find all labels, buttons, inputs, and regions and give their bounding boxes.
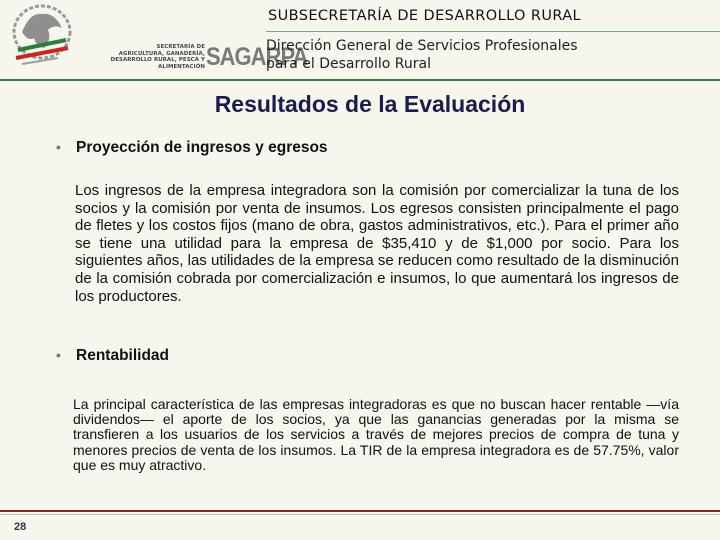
footer-rule-secondary bbox=[0, 514, 720, 515]
direccion-line-1: Dirección General de Servicios Profesionales bbox=[266, 38, 578, 54]
section-heading-rentabilidad bbox=[56, 347, 169, 365]
bullet-icon: • bbox=[56, 139, 61, 155]
slide-header bbox=[0, 0, 720, 80]
section-body-ingresos: Los ingresos de la empresa integradora son la comisión por comercializar la tuna de los socios y la comisión por venta de insumos. Los egresos consisten principalmente el pago de fletes y los costos fijos (mano de obra, gastos administrativos, etc.). Para el primer año se tiene una utilidad para la empresa de $35,410 y de $1,000 por socio. Para los siguientes años, las utilidades de la empresa se reducen como resultado de la disminución de la comisión cobrada por comercialización e insumos, lo que aumentará los ingresos de los productores. bbox=[75, 182, 679, 305]
direccion-title bbox=[266, 37, 706, 73]
section-heading-text: Rentabilidad bbox=[76, 347, 170, 364]
section-heading-text: Proyección de ingresos y egresos bbox=[76, 139, 328, 156]
header-bottom-rule bbox=[0, 79, 720, 81]
section-heading-ingresos bbox=[56, 139, 328, 157]
slide-title: Resultados de la Evaluación bbox=[214, 91, 526, 117]
direccion-line-2: para el Desarrollo Rural bbox=[266, 56, 431, 72]
sagarpa-logo bbox=[8, 2, 308, 78]
footer-rule bbox=[0, 510, 720, 512]
page-number: 28 bbox=[14, 521, 27, 533]
mexican-eagle-seal-icon bbox=[8, 2, 78, 76]
header-divider bbox=[266, 31, 720, 32]
ministry-name: SECRETARÍA DE AGRICULTURA, GANADERÍA, DESARROLLO RURAL, PESCA Y ALIMENTACIÓN bbox=[110, 44, 205, 70]
bullet-icon: • bbox=[56, 347, 61, 363]
subsecretaria-title: SUBSECRETARÍA DE DESARROLLO RURAL bbox=[268, 8, 582, 24]
section-body-rentabilidad: La principal característica de las empresas integradoras es que no buscan hacer rentable —vía dividendos— el aporte de los socios, ya que las ganancias generadas por la misma se transfieren a los usuarios de los servicios a través de mejores precios de compra de tuna y menores precios de venta de los insumos. La TIR de la empresa integradora es de 57.75%, valor que es muy atractivo. bbox=[73, 396, 679, 473]
sagarpa-wordmark: SAGARPA bbox=[206, 42, 308, 71]
